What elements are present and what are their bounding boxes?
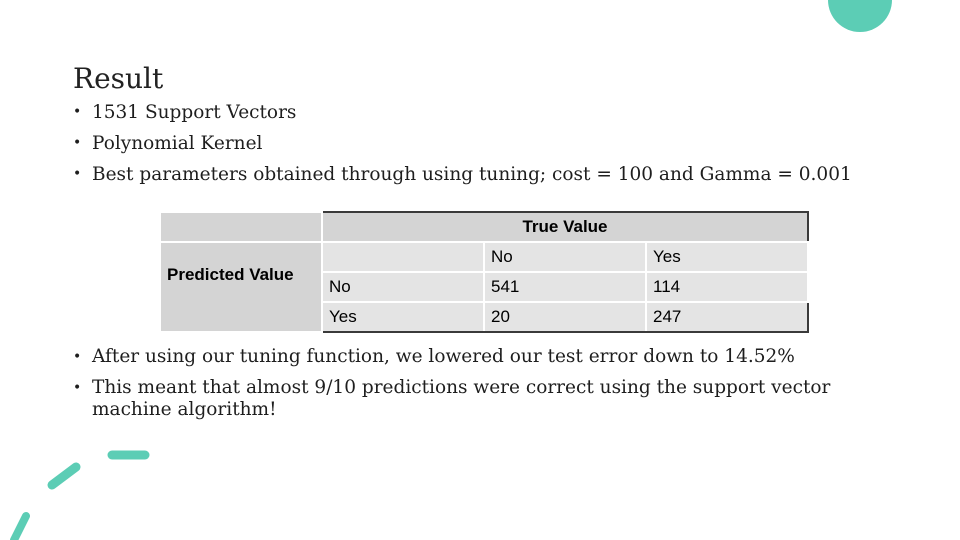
bullet-text: 1531 Support Vectors: [92, 102, 297, 123]
true-value-header: True Value: [322, 212, 808, 242]
row-label-yes: Yes: [322, 302, 484, 332]
bullet-text: This meant that almost 9/10 predictions were correct using the support vector machine algorithm!: [92, 377, 831, 420]
bullet-dot: •: [73, 349, 82, 365]
bottom-left-dash-decoration: [0, 440, 160, 540]
confusion-matrix-table: [159, 211, 809, 333]
row-label-no: No: [322, 272, 484, 302]
col-label-yes: Yes: [646, 242, 808, 272]
bullet-text: After using our tuning function, we lowered our test error down to 14.52%: [92, 346, 795, 367]
bullet-item: [73, 128, 852, 159]
bullet-item: [73, 377, 853, 421]
matrix-cell: 114: [646, 272, 808, 302]
matrix-cell: 247: [646, 302, 808, 332]
slide-title: Result: [73, 62, 164, 95]
bullet-text: Best parameters obtained through using tuning; cost = 100 and Gamma = 0.001: [92, 164, 852, 185]
bullet-item: [73, 97, 852, 128]
bullet-text: Polynomial Kernel: [92, 133, 263, 154]
top-bullet-list: [73, 97, 852, 190]
bullet-item: [73, 159, 852, 190]
predicted-value-header: Predicted Value: [160, 242, 322, 332]
bullet-item: [73, 346, 853, 368]
corner-cell: [160, 212, 322, 242]
matrix-cell: 20: [484, 302, 646, 332]
bullet-dot: •: [73, 104, 82, 120]
blank-label-cell: [322, 242, 484, 272]
bullet-dot: •: [73, 135, 82, 151]
top-right-circle-decoration: [820, 0, 900, 32]
bottom-bullet-list: [73, 346, 853, 430]
bullet-dot: •: [73, 380, 82, 396]
col-label-no: No: [484, 242, 646, 272]
matrix-cell: 541: [484, 272, 646, 302]
bullet-dot: •: [73, 166, 82, 182]
